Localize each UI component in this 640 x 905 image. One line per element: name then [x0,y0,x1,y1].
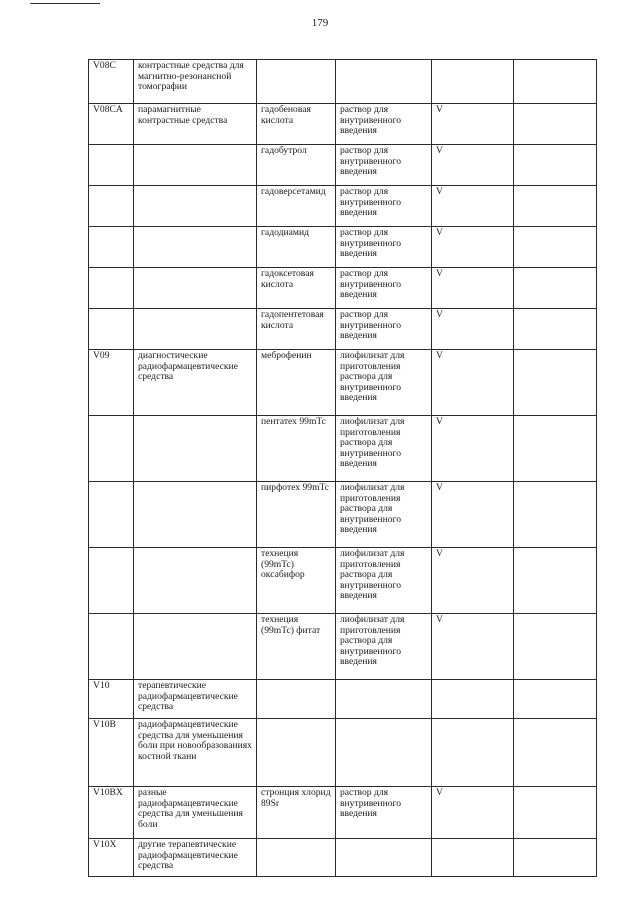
group-name-cell [134,482,257,548]
atc-code-cell [89,614,134,680]
table-row [89,145,597,186]
drug-name-cell: стронция хлорид 89Sr [257,787,336,839]
group-name-cell [134,268,257,309]
group-name-cell [134,145,257,186]
atc-code-cell [89,309,134,350]
atc-code-cell [89,482,134,548]
mark-cell [432,680,514,719]
drug-name-cell: меброфенин [257,350,336,416]
group-name-cell [134,614,257,680]
table-row [89,787,597,839]
mark-cell: V [432,482,514,548]
empty-cell [514,268,597,309]
mark-cell: V [432,104,514,145]
mark-cell: V [432,350,514,416]
table-row [89,227,597,268]
mark-cell: V [432,186,514,227]
mark-cell: V [432,309,514,350]
group-name-cell [134,227,257,268]
drug-name-cell: гадоксетовая кислота [257,268,336,309]
drug-name-cell [257,719,336,787]
dosage-form-cell: раствор для внутривенного введения [336,227,432,268]
table-row [89,548,597,614]
drug-name-cell: гадоверсетамид [257,186,336,227]
dosage-form-cell: лиофилизат для приготовления раствора для внутривенного введения [336,548,432,614]
atc-code-cell: V10X [89,839,134,877]
drug-name-cell: гадопентетовая кислота [257,309,336,350]
table-row [89,482,597,548]
group-name-cell: радиофармацевтические средства для уменьшения боли при новообразованиях костной ткани [134,719,257,787]
dosage-form-cell: лиофилизат для приготовления раствора для внутривенного введения [336,614,432,680]
dosage-form-cell [336,839,432,877]
atc-code-cell [89,186,134,227]
empty-cell [514,350,597,416]
dosage-form-cell: раствор для внутривенного введения [336,268,432,309]
dosage-form-cell: лиофилизат для приготовления раствора для внутривенного введения [336,350,432,416]
drug-name-cell [257,680,336,719]
table-row [89,268,597,309]
table-body [89,60,597,877]
mark-cell: V [432,268,514,309]
mark-cell [432,60,514,104]
empty-cell [514,787,597,839]
group-name-cell: диагностические радиофармацевтические средства [134,350,257,416]
empty-cell [514,416,597,482]
table-row [89,416,597,482]
atc-code-cell [89,268,134,309]
mark-cell: V [432,416,514,482]
group-name-cell [134,186,257,227]
group-name-cell [134,416,257,482]
dosage-form-cell [336,719,432,787]
dosage-form-cell: раствор для внутривенного введения [336,186,432,227]
drug-name-cell [257,839,336,877]
atc-code-cell: V08CA [89,104,134,145]
group-name-cell: другие терапевтические радиофармацевтические средства [134,839,257,877]
atc-code-cell [89,145,134,186]
empty-cell [514,680,597,719]
empty-cell [514,227,597,268]
drug-name-cell: гадодиамид [257,227,336,268]
empty-cell [514,309,597,350]
dosage-form-cell: раствор для внутривенного введения [336,787,432,839]
drug-name-cell: гадобутрол [257,145,336,186]
mark-cell: V [432,227,514,268]
mark-cell [432,719,514,787]
mark-cell: V [432,787,514,839]
empty-cell [514,548,597,614]
drug-name-cell [257,60,336,104]
dosage-form-cell [336,680,432,719]
dosage-form-cell: лиофилизат для приготовления раствора для внутривенного введения [336,416,432,482]
empty-cell [514,614,597,680]
group-name-cell: контрастные средства для магнитно-резонансной томографии [134,60,257,104]
empty-cell [514,719,597,787]
atc-code-cell [89,227,134,268]
atc-code-cell: V10B [89,719,134,787]
table-row [89,719,597,787]
page-number: 179 [311,17,329,29]
table-row [89,680,597,719]
table-row [89,350,597,416]
group-name-cell: разные радиофармацевтические средства для уменьшения боли [134,787,257,839]
table-row [89,104,597,145]
table-row [89,839,597,877]
group-name-cell [134,548,257,614]
atc-code-cell [89,416,134,482]
group-name-cell: терапевтические радиофармацевтические средства [134,680,257,719]
table-row [89,60,597,104]
empty-cell [514,60,597,104]
drug-name-cell: пирфотех 99mTc [257,482,336,548]
mark-cell [432,839,514,877]
mark-cell: V [432,614,514,680]
group-name-cell: парамагнитные контрастные средства [134,104,257,145]
table-row [89,186,597,227]
dosage-form-cell [336,60,432,104]
medication-table [88,59,597,877]
atc-code-cell [89,548,134,614]
empty-cell [514,839,597,877]
empty-cell [514,145,597,186]
dosage-form-cell: раствор для внутривенного введения [336,104,432,145]
empty-cell [514,104,597,145]
drug-name-cell: гадобеновая кислота [257,104,336,145]
mark-cell: V [432,548,514,614]
atc-code-cell: V08C [89,60,134,104]
mark-cell: V [432,145,514,186]
atc-code-cell: V09 [89,350,134,416]
empty-cell [514,186,597,227]
dosage-form-cell: раствор для внутривенного введения [336,309,432,350]
table-row [89,614,597,680]
drug-name-cell: технеция (99mTc) фитат [257,614,336,680]
atc-code-cell: V10 [89,680,134,719]
table-row [89,309,597,350]
atc-code-cell: V10BX [89,787,134,839]
empty-cell [514,482,597,548]
dosage-form-cell: лиофилизат для приготовления раствора для внутривенного введения [336,482,432,548]
dosage-form-cell: раствор для внутривенного введения [336,145,432,186]
group-name-cell [134,309,257,350]
drug-name-cell: технеция (99mTc) оксабифор [257,548,336,614]
drug-name-cell: пентатех 99mTc [257,416,336,482]
top-rule [30,3,100,4]
